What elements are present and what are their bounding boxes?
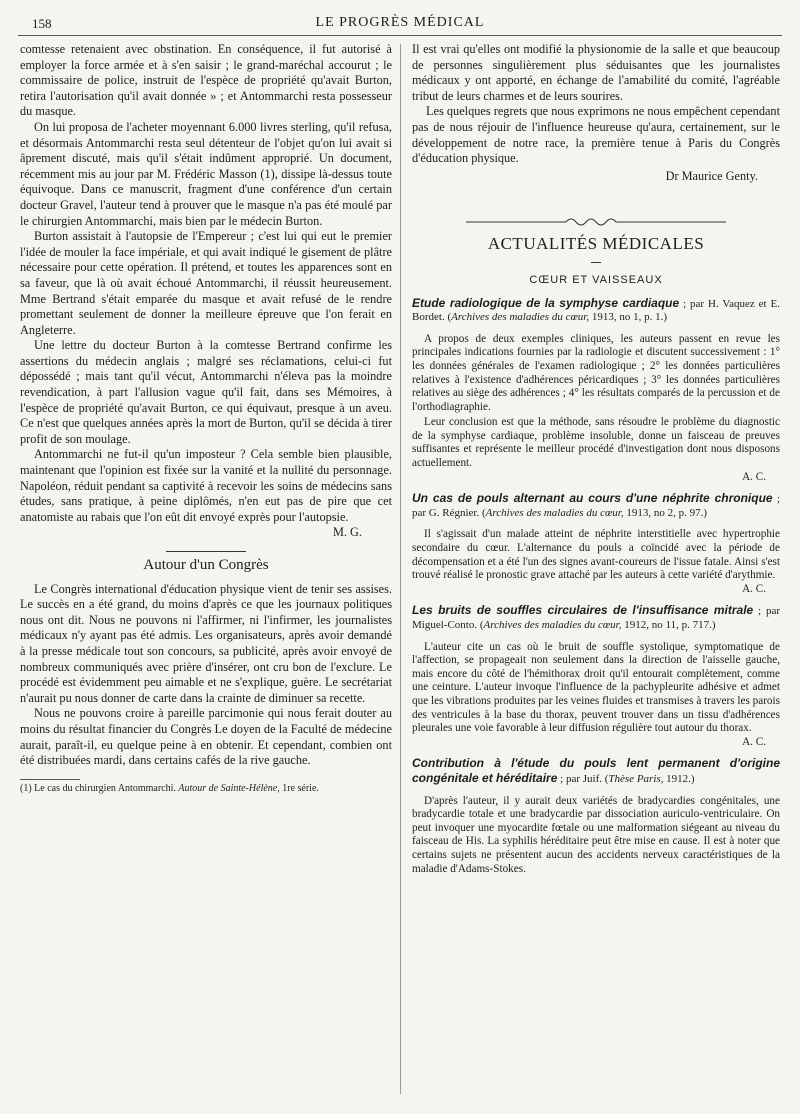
entry-head (412, 492, 780, 520)
citation-journal: Archives des maladies du cœur, (451, 311, 590, 324)
footnote-source: Autour de Sainte-Hélène, (178, 782, 280, 794)
citation-authors: ; par Juif. ( (557, 772, 609, 785)
article-title: Etude radiologique de la symphyse cardiaque (412, 295, 680, 310)
section-subhead: CŒUR ET VAISSEAUX (529, 273, 663, 286)
footnote-rule (20, 779, 80, 780)
section-rule (166, 551, 246, 552)
body-paragraph: Les quelques regrets que nous exprimons ne nous empêchent cependant pas de nous réjouir de l'influence heureuse qu'aura, certainement, sur le développement de notre race, la première tenue à Paris du Congrès d'éducation physique. (412, 104, 780, 166)
citation-ref: 1913, no 2, p. 97.) (623, 506, 708, 519)
right-column (412, 42, 780, 876)
article-title: Un cas de pouls alternant au cours d'une néphrite chronique (412, 491, 773, 506)
entry-initials: A. C. (742, 735, 766, 748)
footnote-text: (1) Le cas du chirurgien Antommarchi. (20, 782, 176, 794)
body-paragraph: Une lettre du docteur Burton à la comtesse Bertrand confirme les assertions du médecin anglais ; malgré ses réclamations, celui-ci fut dépossédé ; mais tant qu'il vécut, Antommarchi n'éleva pas la moindre revendication, à part l'allusion vague qu'il fait, dans ses Mémoires, à l'espèce de propriété qu'avait Burton, ce qui équivaut, presque à un aveu. Ce n'est que quelques années après la mort de Burton, qu'il se décida à tirer profit de son moulage. (20, 338, 392, 446)
article-signature: Dr Maurice Genty. (665, 168, 758, 183)
entry-head (412, 297, 780, 325)
citation-ref: 1912, no 11, p. 717.) (621, 619, 716, 631)
title-dash (591, 262, 601, 263)
entry-initials: A. C. (742, 470, 766, 483)
entry-head (412, 757, 780, 786)
body-paragraph: Antommarchi ne fut-il qu'un imposteur ? Cela semble bien plausible, maintenant que l'opinion est fixée sur la vanité et la nullité du personnage. Napoléon, réduit pendant sa captivité à recevoir les soins de médecins sans études, sans pratique, à peine diplômés, n'en eut pas de pire que cet anatomiste au rabais que l'on eût dit envoyé exprès pour l'autopsie. (20, 447, 392, 524)
citation-journal: Archives des maladies du cœur, (483, 619, 622, 631)
page-number: 158 (32, 16, 52, 31)
page-header (18, 14, 782, 36)
citation-journal: Archives des maladies du cœur, (485, 506, 624, 519)
entry-paragraph: Il s'agissait d'un malade atteint de néphrite interstitielle avec hypertrophie secondaire du cœur. L'alternance du pouls a coïncidé avec la période de décompensation et a été l'un des signes avant-coureurs de l'issue fatale. Ainsi s'est trouvé réalisé le pronostic grave attaché par les auteurs à cette variété d'arythmie. (412, 528, 780, 582)
body-paragraph: Nous ne pouvons croire à pareille parcimonie qui nous ferait douter au moins du résultat financier du Congrès Le doyen de la Faculté de médecine aurait, paraît-il, eu quelque peine à en obtenir. Et cependant, combien ont été distribuées mardi, dans certains cafés de la rive gauche. (20, 706, 392, 768)
body-paragraph: Le Congrès international d'éducation physique vient de tenir ses assises. Le succès en a été grand, du moins d'après ce que les journaux politiques nous ont dit. Nous ne pouvons ni l'affirmer, ni l'infirmer, les journalistes médicaux n'y ayant pas été admis. Les organisateurs, après avoir demandé à la presse médicale tout son concours, sa publicité, après avoir envoyé de nombreux communiqués avec prière d'insérer, ont cru bon de l'exclure. Le procédé est évidemment peu aimable et ne s'explique, guère. Le secrétariat n'aurait pu nous donner de carte dans la crainte de diminuer sa recette. (20, 581, 392, 705)
body-paragraph: Burton assistait à l'autopsie de l'Empereur ; c'est lui qui eut le premier l'idée de mouler la face impériale, et qui avait indiqué le gisement de plâtre nécessaire pour cette opération. Il prétend, et toutes les apparences sont en sa faveur, que là où avait échoué Antommarchi, il réussit heureusement. Mme Bertrand s'était emparée du masque et avait refusé de le rendre promettant seulement de donner la meilleure épreuve que l'on ferait en Angleterre. (20, 229, 392, 337)
body-paragraph: Il est vrai qu'elles ont modifié la physionomie de la salle et que beaucoup de personnes singulièrement plus séduisantes que les journalistes médicaux y ont apporté, en échange de l'amabilité du comité, l'agréable tribut de leurs charmes et de leurs sourires. (412, 42, 780, 103)
article-title: Les bruits de souffles circulaires de l'insuffisance mitrale (412, 603, 754, 618)
entry-paragraph: D'après l'auteur, il y aurait deux variétés de bradycardies congénitales, une bradycardie totale et une bradycardie par dissociation auriculo-ventriculaire. On peut invoquer une myocardite fœtale ou une malformation siégeant au niveau du faisceau de His. La syphilis héréditaire peut être mise en cause. Il est à noter que certains sujets ne présentent aucun des accidents nerveux caractéristiques de la maladie d'Adams-Stokes. (412, 794, 780, 875)
article-entry (412, 604, 780, 749)
article-entry (412, 757, 780, 876)
citation-authors: ; par G. Régnier. ( (412, 493, 780, 519)
article-title: Contribution à l'étude du pouls lent permanent d'origine congénitale et héréditaire (412, 756, 780, 785)
entry-head (412, 604, 780, 632)
column-divider (400, 44, 401, 1094)
article-signature: M. G. (332, 525, 362, 540)
body-paragraph: comtesse retenaient avec obstination. En conséquence, il fut autorisé à employer la force armée et à s'en saisir ; le grand-maréchal accourut ; le commissaire de police, instruit de l'espèce de propriété qu'avait Burton, retira l'autorisation qu'il avait donnée » ; et Antommarchi resta possesseur du masque. (20, 42, 392, 119)
ornamental-divider (416, 216, 776, 228)
citation-ref: 1913, no 1, p. 1.) (589, 311, 668, 324)
citation-ref: 1912.) (663, 772, 695, 785)
article-entry (412, 297, 780, 485)
citation-authors: ; par H. Vaquez et E. Bordet. ( (412, 297, 780, 324)
footnote (20, 783, 392, 795)
entry-paragraph: Leur conclusion est que la méthode, sans résoudre le problème du diagnostic de la symphyse cardiaque, problème insoluble, donne un faisceau de preuves suffisantes et représente le meilleur procédé d'investigation dont nous disposons actuellement. (412, 416, 780, 470)
body-paragraph: On lui proposa de l'acheter moyennant 6.000 livres sterling, qu'il refusa, et désormais Antommarchi resta seul détenteur de l'objet qu'on lui avait si âprement discuté, mais qu'il s'était indûment approprié. Un document, récemment mis au jour par M. Frédéric Masson (1), dissipe là-dessus toute équivoque. Dans ce manuscrit, fragment d'une conférence d'un certain docteur Gravel, l'auteur tend à prouver que le masque n'a pas été moulé par le chirurgien Antommarchi, mais bien par le médecin Burton. (20, 119, 392, 228)
entry-paragraph: L'auteur cite un cas où le bruit de souffle systolique, symptomatique de l'affection, se propageait non seulement dans la direction de l'aisselle gauche, mais encore du côté de l'hémithorax droit qu'il entourait complètement, comme une ceinture. L'auteur invoque l'influence de la pachypleurite adhésive et admet que les vibrations produites par les veines fluides et transmises à travers les parois des ventricules à la base du thorax, peuvent trouver dans un tissu d'adhérences pleurales une voie favorable à leur diffusion régulière tout autour du thorax. (412, 640, 780, 735)
journal-title: LE PROGRÈS MÉDICAL (315, 15, 485, 30)
citation-journal: Thèse Paris, (608, 772, 664, 785)
article-entry (412, 492, 780, 596)
footnote-series: 1re série. (282, 782, 319, 794)
left-column (20, 42, 392, 795)
entry-paragraph: A propos de deux exemples cliniques, les auteurs passent en revue les principales indications fournies par la radiologie et discutent successivement : 1° les données générales de l'examen radiologique ; 2° les données particulières relatives à l'existence d'adhérences péricardiques ; 3° les données particulières relatives au siège des adhérences ; 4° les résultats comparés de la percussion et de l'orthodiagraphie. (412, 332, 780, 413)
entry-initials: A. C. (742, 582, 766, 595)
section-title: Autour d'un Congrès (143, 557, 269, 573)
citation-authors: ; par Miguel-Conto. ( (412, 605, 780, 631)
section-main-title: ACTUALITÉS MÉDICALES (487, 234, 705, 254)
